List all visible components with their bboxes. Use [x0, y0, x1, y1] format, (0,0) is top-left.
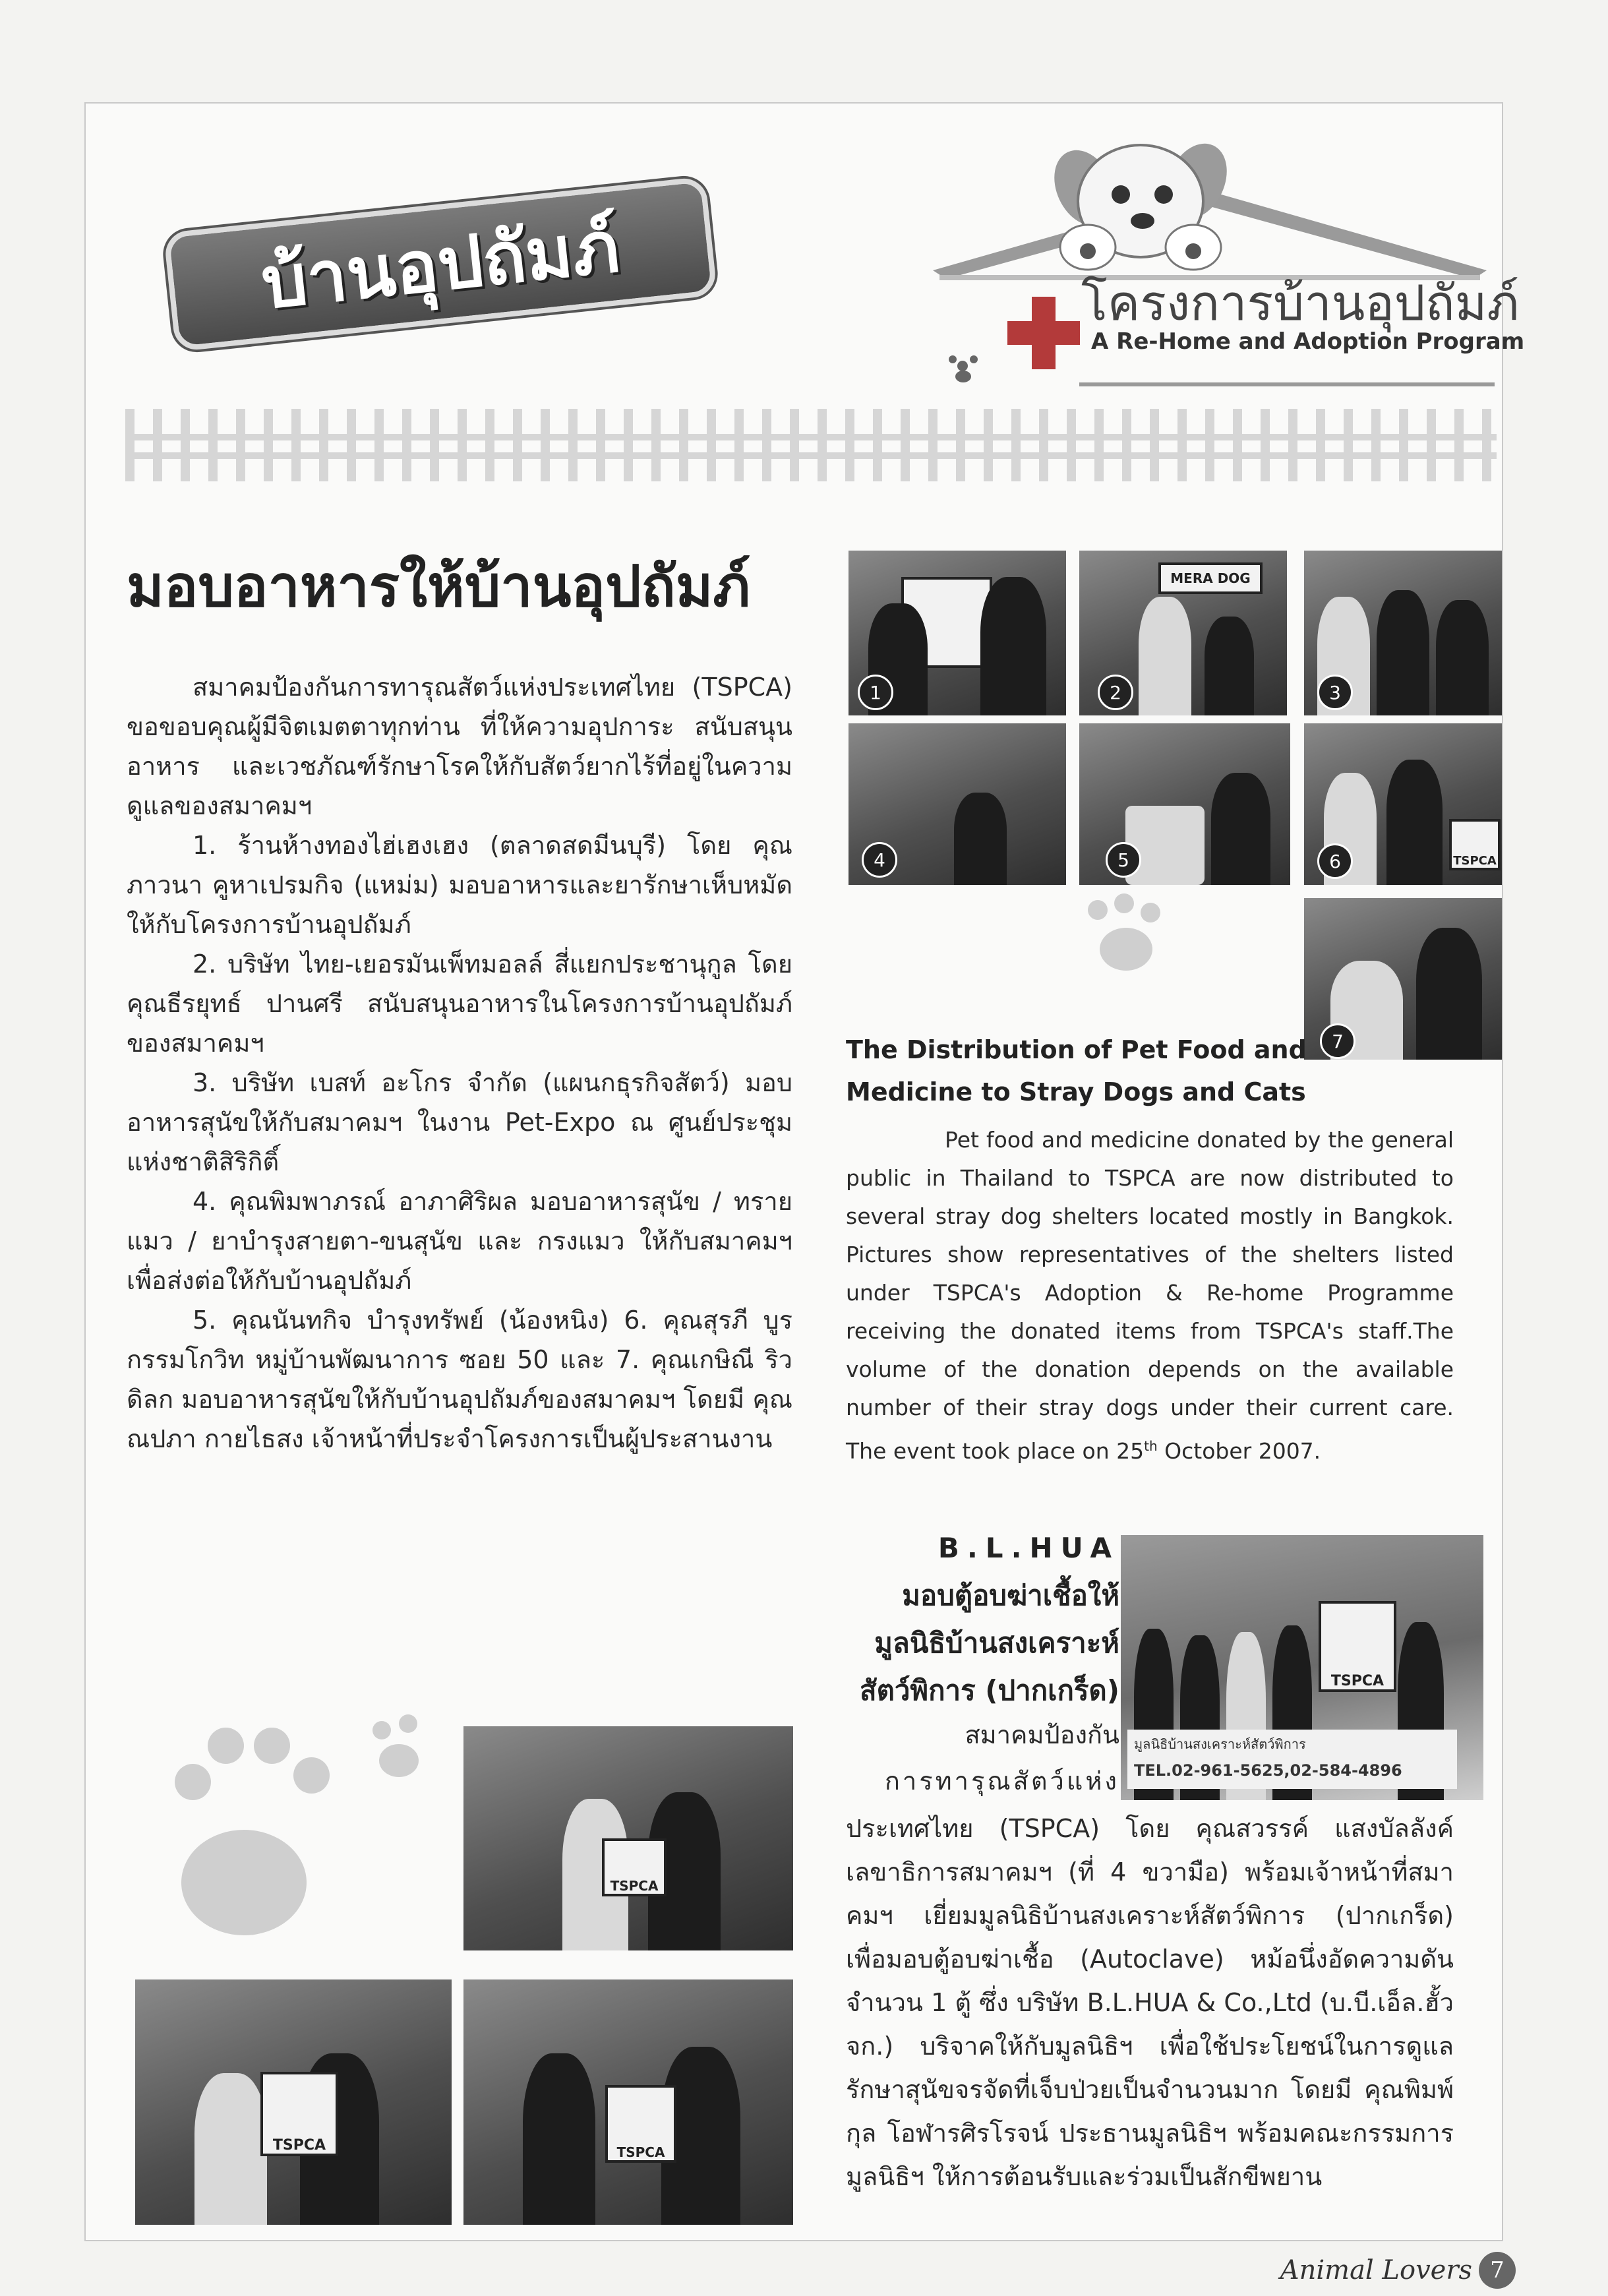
- tspca-sign: TSPCA: [602, 1838, 667, 1896]
- paw-print-icon: [1075, 893, 1174, 979]
- article3-title-line: สัตว์พิการ (ปากเกร็ด): [859, 1674, 1119, 1707]
- footer: [1280, 2252, 1516, 2289]
- photo-number-badge: 2: [1098, 675, 1133, 710]
- page-number: 7: [1479, 2252, 1516, 2289]
- article2-title: [846, 1029, 1334, 1113]
- photo-5: [1079, 723, 1290, 885]
- program-title-th: โครงการบ้านอุปถัมภ์: [1081, 275, 1520, 332]
- header-divider: [125, 409, 1497, 481]
- photo-1: [849, 551, 1066, 715]
- article3-body: [846, 1807, 1454, 2198]
- article3-title-line: มูลนิธิบ้านสงเคราะห์: [874, 1627, 1119, 1659]
- photo-number-badge: 3: [1317, 675, 1353, 710]
- footer-brand: Animal Lovers: [1280, 2255, 1472, 2285]
- article3-intro-line: การทารุณสัตว์แห่ง: [884, 1767, 1119, 1796]
- article2-body: [846, 1121, 1454, 1470]
- photo-bottom-3: [463, 1979, 793, 2225]
- article3-brand: B.L.HUA: [938, 1532, 1119, 1564]
- article3-title: [846, 1525, 1119, 1714]
- photo-bottom-1: [463, 1726, 793, 1950]
- article2-title-line: Medicine to Stray Dogs and Cats: [846, 1077, 1306, 1106]
- photo-number-badge: 7: [1320, 1023, 1355, 1059]
- photo-number-badge: 4: [862, 842, 897, 878]
- tspca-sign: TSPCA: [260, 2072, 338, 2156]
- photo-bottom-2: [135, 1979, 452, 2225]
- article-paragraph: 3. บริษัท เบสท์ อะโกร จำกัด (แผนกธุรกิจสัตว์) มอบอาหารสุนัขให้กับสมาคมฯ ในงาน Pet-Expo ณ ศูนย์ประชุมแห่งชาติสิริกิติ์: [127, 1068, 792, 1176]
- article3-intro-line: สมาคมป้องกัน: [965, 1720, 1119, 1749]
- section-badge: บ้านอุปถัมภ์: [164, 176, 717, 351]
- photo-3: [1304, 551, 1502, 715]
- photo-bl-hua: [1121, 1535, 1483, 1800]
- photo-number-badge: 1: [858, 675, 893, 710]
- paw-print-icon: [155, 1714, 432, 1965]
- foundation-banner: [1127, 1730, 1457, 1789]
- banner-text: มูลนิธิบ้านสงเคราะห์สัตว์พิการ: [1134, 1736, 1306, 1752]
- photo-number-badge: 5: [1106, 842, 1141, 878]
- photo-6: [1304, 723, 1502, 885]
- banner-phone: TEL.02-961-5625,02-584-4896: [1134, 1761, 1402, 1780]
- article-paragraph: 2. บริษัท ไทย-เยอรมันเพ็ทมอลล์ สี่แยกประชานุกูล โดย คุณธีรยุทธ์ ปานศรี สนับสนุนอาหารในโครงการบ้านอุปถัมภ์ของสมาคมฯ: [127, 950, 792, 1058]
- tspca-sign: TSPCA: [1319, 1601, 1396, 1692]
- article2-paragraph: Pet food and medicine donated by the general public in Thailand to TSPCA are now distributed to several stray dog shelters located mostly in Bangkok. Pictures show representatives of the shelters listed under TSPCA's Adoption & Re-home Programme receiving the donated items from TSPCA's staff.The volume of the donation depends on the available number of their stray dogs under their current care. The event took place on 25th October 2007.: [846, 1127, 1454, 1464]
- article-title: มอบอาหารให้บ้านอุปถัมภ์: [127, 554, 751, 620]
- photo-number-badge: 6: [1317, 843, 1353, 879]
- article-body: [127, 667, 792, 1459]
- article2-title-line: The Distribution of Pet Food and: [846, 1035, 1307, 1064]
- article-paragraph: 4. คุณพิมพาภรณ์ อาภาศิริผล มอบอาหารสุนัข / ทรายแมว / ยาบำรุงสายตา-ขนสุนัข และ กรงแมว ให้กับสมาคมฯ เพื่อส่งต่อให้กับบ้านอุปถัมภ์: [127, 1187, 792, 1295]
- photo-7: [1304, 898, 1502, 1060]
- article-paragraph: 5. คุณนันทกิจ บำรุงทรัพย์ (น้องหนิง) 6. คุณสุรภี บูรกรรมโกวิท หมู่บ้านพัฒนาการ ซอย 50 และ 7. คุณเกษิณี ริวดิลก มอบอาหารสุนัขให้กับบ้านอุปถัมภ์ของสมาคมฯ โดยมี คุณณปภา กายไธสง เจ้าหน้าที่ประจำโครงการเป็นผู้ประสานงาน: [127, 1306, 792, 1453]
- photo-4: [849, 723, 1066, 885]
- tspca-sign: TSPCA: [605, 2085, 676, 2163]
- mera-dog-sign: MERA DOG: [1158, 562, 1263, 594]
- article3-intro: [846, 1712, 1119, 1804]
- article-paragraph: สมาคมป้องกันการทารุณสัตว์แห่งประเทศไทย (TSPCA) ขอขอบคุณผู้มีจิตเมตตาทุกท่าน ที่ให้ความอุปการะ สนับสนุนอาหาร และเวชภัณฑ์รักษาโรคให้กับสัตว์ยากไร้ที่อยู่ในความดูแลของสมาคมฯ: [127, 673, 792, 820]
- program-title-en: A Re-Home and Adoption Program: [1091, 328, 1525, 355]
- article-paragraph: 1. ร้านห้างทองไฮ่เฮงเฮง (ตลาดสดมีนบุรี) โดย คุณภาวนา คูหาเปรมกิจ (แหม่ม) มอบอาหารและยารักษาเห็บหมัดให้กับโครงการบ้านอุปถัมภ์: [127, 831, 792, 939]
- tspca-sign: TSPCA: [1449, 819, 1501, 870]
- article3-title-line: มอบตู้อบฆ่าเชื้อให้: [902, 1579, 1119, 1612]
- photo-2: [1079, 551, 1287, 715]
- article3-paragraph: ประเทศไทย (TSPCA) โดย คุณสวรรค์ แสงบัลลังค์ เลขาธิการสมาคมฯ (ที่ 4 ขวามือ) พร้อมเจ้าหน้าที่สมาคมฯ เยี่ยมมูลนิธิบ้านสงเคราะห์สัตว์พิการ (ปากเกร็ด) เพื่อมอบตู้อบฆ่าเชื้อ (Autoclave) หม้อนึ่งอัดความดัน จำนวน 1 ตู้ ซึ่ง บริษัท B.L.HUA & Co.,Ltd (บ.บี.เอ็ล.ฮั้ว จก.) บริจาคให้กับมูลนิธิฯ เพื่อใช้ประโยชน์ในการดูแล รักษาสุนัขจรจัดที่เจ็บป่วยเป็นจำนวนมาก โดยมี คุณพิมพ์กุล โอฬารศิรโรจน์ ประธานมูลนิธิฯ พร้อมคณะกรรมการมูลนิธิฯ ให้การต้อนรับและร่วมเป็นสักขีพยาน: [846, 1814, 1454, 2191]
